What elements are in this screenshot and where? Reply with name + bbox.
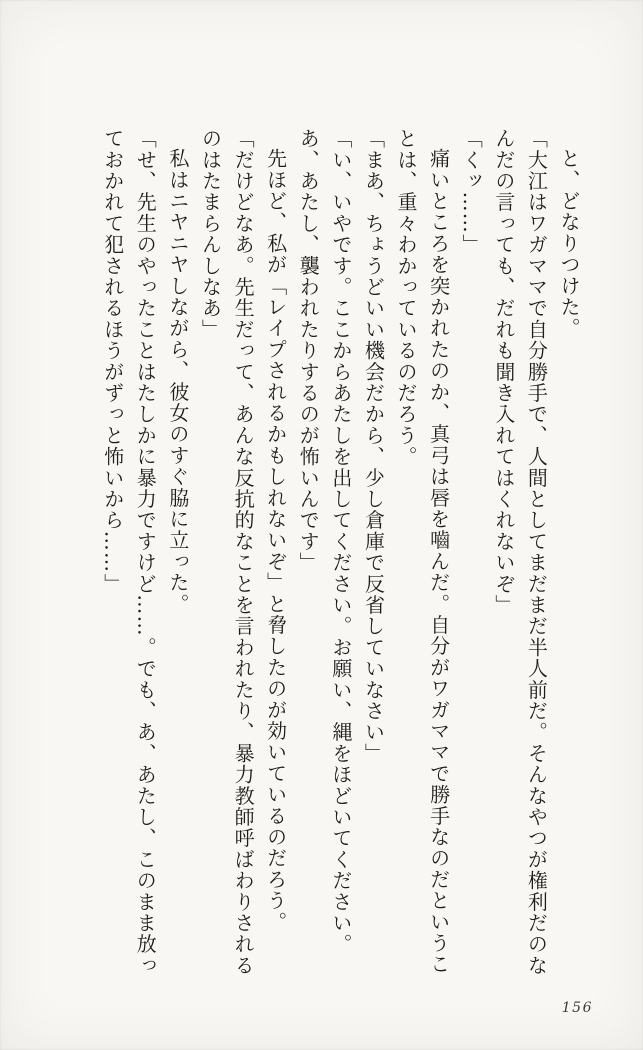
paragraph-dialogue: 「せ、先生のやったことはたしかに暴力ですけど……。でも、あ、あたし、このまま放っておかれて犯されるほうがずっと怖いから……」 [100, 128, 158, 976]
paragraph-dialogue: 「まあ、ちょうどいい機会だから、少し倉庫で反省していなさい」 [361, 128, 386, 764]
paragraph-narrative: 先ほど、私が「レイプされるかもしれないぞ」と脅したのが効いているのだろう。 [263, 148, 288, 933]
page-number: 156 [561, 1000, 593, 1016]
paragraph-dialogue: 「くッ……」 [459, 128, 484, 256]
paragraph-dialogue: 「だけどなあ。先生だって、あんな反抗的なことを言われたり、暴力教師呼ばわりされるのはたまらんしなあ」 [198, 128, 256, 976]
page-text-block [96, 128, 585, 976]
paragraph-dialogue: 「大江はワガママで自分勝手で、人間としてまだまだ半人前だ。そんなやつが権利だのなんだの言っても、だれも聞き入れてはくれないぞ」 [491, 128, 549, 976]
paragraph-narrative: と、どなりつけた。 [557, 148, 581, 339]
paragraph-narrative: 私はニヤニヤしながら、彼女のすぐ脇に立った。 [165, 148, 190, 615]
paragraph-dialogue: 「い、いやです。ここからあたしを出してください。お願い、縄をほどいてください。あ、あたし、襲われたりするのが怖いんです」 [296, 128, 353, 955]
paragraph-narrative: 痛いところを突かれたのか、真弓は唇を嚙んだ。自分がワガママで勝手なのだということは、重々わかっているのだろう。 [394, 128, 451, 975]
